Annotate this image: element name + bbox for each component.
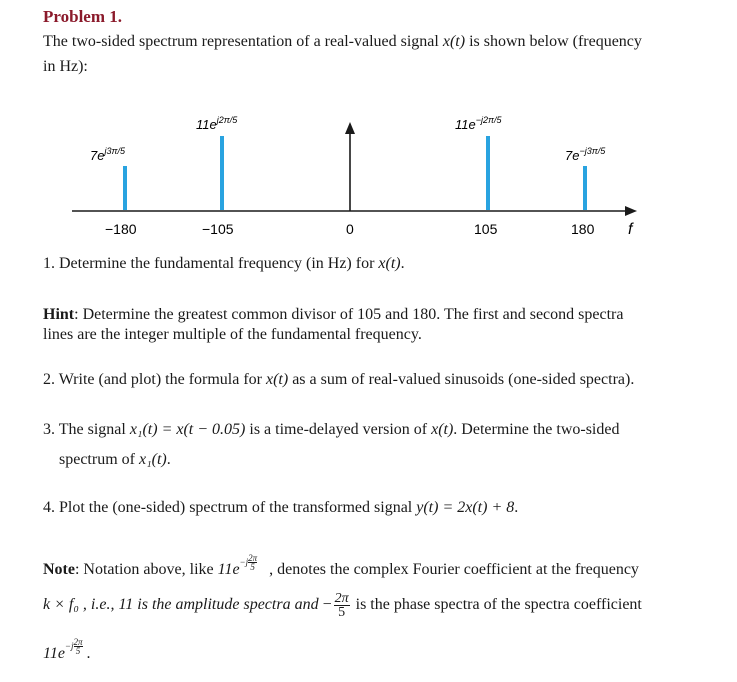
hint-line-2: lines are the integer multiple of the fundamental frequency. — [43, 326, 422, 343]
question-4: 4. Plot the (one-sided) spectrum of the transformed signal y(t) = 2x(t) + 8. — [43, 499, 519, 516]
intro-line-2: in Hz): — [43, 58, 88, 75]
problem-title: Problem 1. — [43, 7, 123, 26]
tick-neg105: −105 — [202, 221, 234, 237]
coef-label-neg105: $11e^{j2\pi/5}$ — [196, 115, 238, 132]
hint-line-1: Hint: Determine the greatest common divisor of 105 and 180. The first and second spectra — [43, 306, 624, 323]
tick-180: 180 — [571, 221, 595, 237]
note-line-3: 11e−j $\frac{2\pi}{5}$ . — [43, 637, 91, 662]
hint-label: Hint — [43, 306, 75, 323]
note-exponent: −j $\frac{2\pi}{5}$ — [239, 553, 258, 573]
spectral-line-180 — [583, 166, 587, 210]
axis-label-f: f — [628, 221, 633, 238]
phase-fraction: $\frac{2\pi}{5}$ — [334, 591, 349, 620]
question-3-line-1: 3. The signal x₁(t) = x(t − 0.05) is a time-delayed version of x(t). Determine the two-sided — [43, 421, 620, 438]
question-2: 2. Write (and plot) the formula for x(t) as a sum of real-valued sinusoids (one-sided spectra). — [43, 371, 635, 388]
question-3-line-2: spectrum of x₁(t). — [59, 451, 171, 468]
spectrum-diagram — [0, 100, 737, 240]
coef-label-105: $11e^{-j2\pi/5}$ — [455, 115, 502, 132]
tick-105: 105 — [474, 221, 498, 237]
coef-label-180: $7e^{-j3\pi/5}$ — [565, 146, 606, 163]
tick-neg180: −180 — [105, 221, 137, 237]
delay-equation: x₁(t) = x(t − 0.05) — [129, 421, 246, 438]
spectral-line-neg180 — [123, 166, 127, 210]
question-1: 1. Determine the fundamental frequency (in Hz) for x(t). — [43, 255, 405, 272]
axis-arrow-icon — [625, 206, 637, 216]
note-line-2: k × f₀ , i.e., 11 is the amplitude spectra and − $\frac{2\pi}{5}$ is the phase spectra of the spectra coefficient — [43, 591, 642, 620]
intro-line-1: The two-sided spectrum representation of a real-valued signal x(t) is shown below (frequency — [43, 33, 642, 50]
note-label: Note — [43, 561, 75, 578]
spectral-line-neg105 — [220, 136, 224, 210]
transform-equation: y(t) = 2x(t) + 8 — [416, 499, 515, 516]
coef-label-neg180: $7e^{j3\pi/5}$ — [90, 146, 126, 163]
signal-x: x(t) — [442, 33, 466, 50]
spectral-line-105 — [486, 136, 490, 210]
tick-0: 0 — [346, 221, 354, 237]
dc-arrow-icon — [345, 122, 355, 134]
note-line-1: Note: Notation above, like 11e−j $\frac{2\pi}{5}$ , denotes the complex Fourier coefficient at the frequency — [43, 558, 639, 583]
